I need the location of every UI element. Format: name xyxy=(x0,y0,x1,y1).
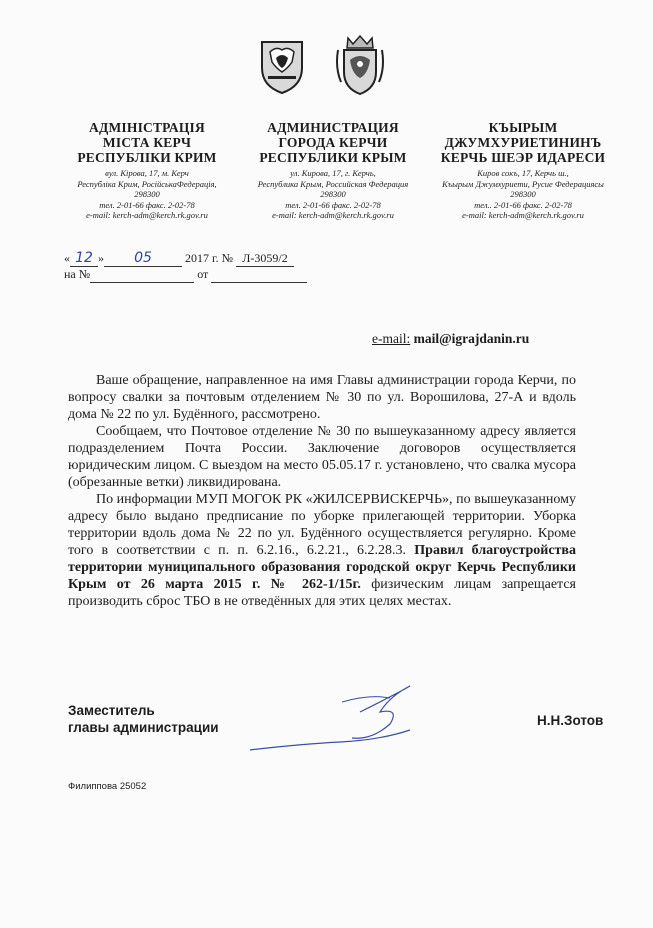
ukr-title-line-3: РЕСПУБЛІКИ КРИМ xyxy=(77,150,217,165)
p3-start: По информации МУП МОГОК РК «ЖИЛСЕРВИСКЕРЧЬ», по вышеуказанному адресу было выдано предписание по уборке прилегающей территории. Уборка территории вдоль дома № 22 по ул. Будённого осуществляется регулярно. Кроме того в соответствии с п. п. 6.2.16., 6.2.21., 6.2.28.3. xyxy=(68,492,576,558)
crh-title-line-3: КЕРЧЬ ШЕЭР ИДАРЕСИ xyxy=(440,150,606,165)
ukr-address-line-2: Республіка Крим, РосійськаФедерація, xyxy=(77,178,217,189)
body-paragraph-3 xyxy=(68,491,576,610)
crimea-coat-of-arms-icon xyxy=(258,38,306,96)
kerch-coat-of-arms-icon xyxy=(335,34,385,98)
rus-address-line-2: Республика Крым, Российская Федерация xyxy=(257,178,409,189)
rus-email: e-mail: kerch-adm@kerch.rk.gov.ru xyxy=(272,210,394,220)
crh-phone: тел.. 2-01-66 факс. 2-02-78 xyxy=(474,199,572,210)
executor-info: Филиппова 25052 xyxy=(68,781,147,792)
rus-phone: тел. 2-01-66 факс. 2-02-78 xyxy=(285,199,381,210)
recipient-email-value: mail@igrajdanin.ru xyxy=(413,331,530,346)
header-crimean-tatar xyxy=(428,120,618,221)
ref-from-label: от xyxy=(197,267,209,281)
crh-address-line-2: Къырым Джумхуриети, Русие Федерациясы xyxy=(442,178,604,189)
ukr-address-line-3: 298300 xyxy=(134,189,160,199)
ref-number-label: № xyxy=(78,267,91,281)
rus-title-line-3: РЕСПУБЛИКИ КРЫМ xyxy=(259,150,407,165)
reg-year: 2017 г. xyxy=(185,251,219,265)
rules-reference: Правил благоустройства территории муниципального образования городской округ Керчь Республики Крым от 26 марта 2015 г. № 262-1/15г. xyxy=(68,543,576,592)
reg-number-label: № xyxy=(221,251,234,265)
reg-day: 12 xyxy=(70,250,98,267)
registration-date-number xyxy=(64,250,294,267)
recipient-email-label: e-mail: xyxy=(372,331,411,346)
reg-month: 05 xyxy=(104,250,182,267)
rus-title-line-1: АДМИНИСТРАЦИЯ xyxy=(267,120,399,135)
handwritten-signature xyxy=(240,672,440,772)
signatory-name: Н.Н.Зотов xyxy=(537,713,604,728)
ukr-address-line-1: вул. Кірова, 17, м. Керч xyxy=(105,168,189,178)
header-ukrainian xyxy=(60,120,234,221)
ukr-email: e-mail: kerch-adm@kerch.rk.gov.ru xyxy=(86,210,208,220)
crh-address-line-3: 298300 xyxy=(510,189,536,199)
position-line-2: главы администрации xyxy=(68,720,219,735)
header-russian xyxy=(245,120,421,221)
body-paragraph-1: Ваше обращение, направленное на имя Главы администрации города Керчи, по вопросу свалки за почтовым отделением № 30 по ул. Ворошилова, 27-А и вдоль дома № 22 по ул. Будённого, рассмотрено. xyxy=(68,373,576,422)
rus-title-line-2: ГОРОДА КЕРЧИ xyxy=(278,135,388,150)
rus-address-line-3: 298300 xyxy=(320,189,346,199)
ref-prefix: на xyxy=(64,267,76,281)
rus-address-line-1: ул. Кирова, 17, г. Керчь, xyxy=(290,168,376,178)
reg-number: Л-3059/2 xyxy=(236,251,294,267)
body-paragraph-2: Сообщаем, что Почтовое отделение № 30 по вышеуказанному адресу является подразделением Почта России. Заключение договоров осуществляется юридическим лицом. С выездом на место 05.05.17 г. установлено, что свалка мусора (обрезанные ветки) ликвидирована. xyxy=(68,424,576,490)
crh-title-line-1: КЪЫРЫМ xyxy=(488,120,558,135)
letter-body xyxy=(68,372,576,610)
recipient-email xyxy=(372,331,529,347)
crh-address-line-1: Киров сокъ, 17, Керчь ш., xyxy=(477,168,569,178)
signatory-position xyxy=(68,702,219,736)
ukr-title-line-1: АДМІНІСТРАЦІЯ xyxy=(89,120,205,135)
reg-close-quote: » xyxy=(98,251,104,265)
crh-email: e-mail: kerch-adm@kerch.rk.gov.ru xyxy=(462,210,584,220)
reg-open-quote: « xyxy=(64,251,70,265)
reference-line xyxy=(64,267,307,283)
ukr-title-line-2: МІСТА КЕРЧ xyxy=(102,135,192,150)
crh-title-line-2: ДЖУМХУРИЕТИНИНЪ xyxy=(444,135,602,150)
position-line-1: Заместитель xyxy=(68,703,155,718)
p3-end: физическим лицам запрещается производить сброс ТБО в не отведённых для этих целях местах. xyxy=(68,577,576,609)
ukr-phone: тел. 2-01-66 факс. 2-02-78 xyxy=(99,199,195,210)
